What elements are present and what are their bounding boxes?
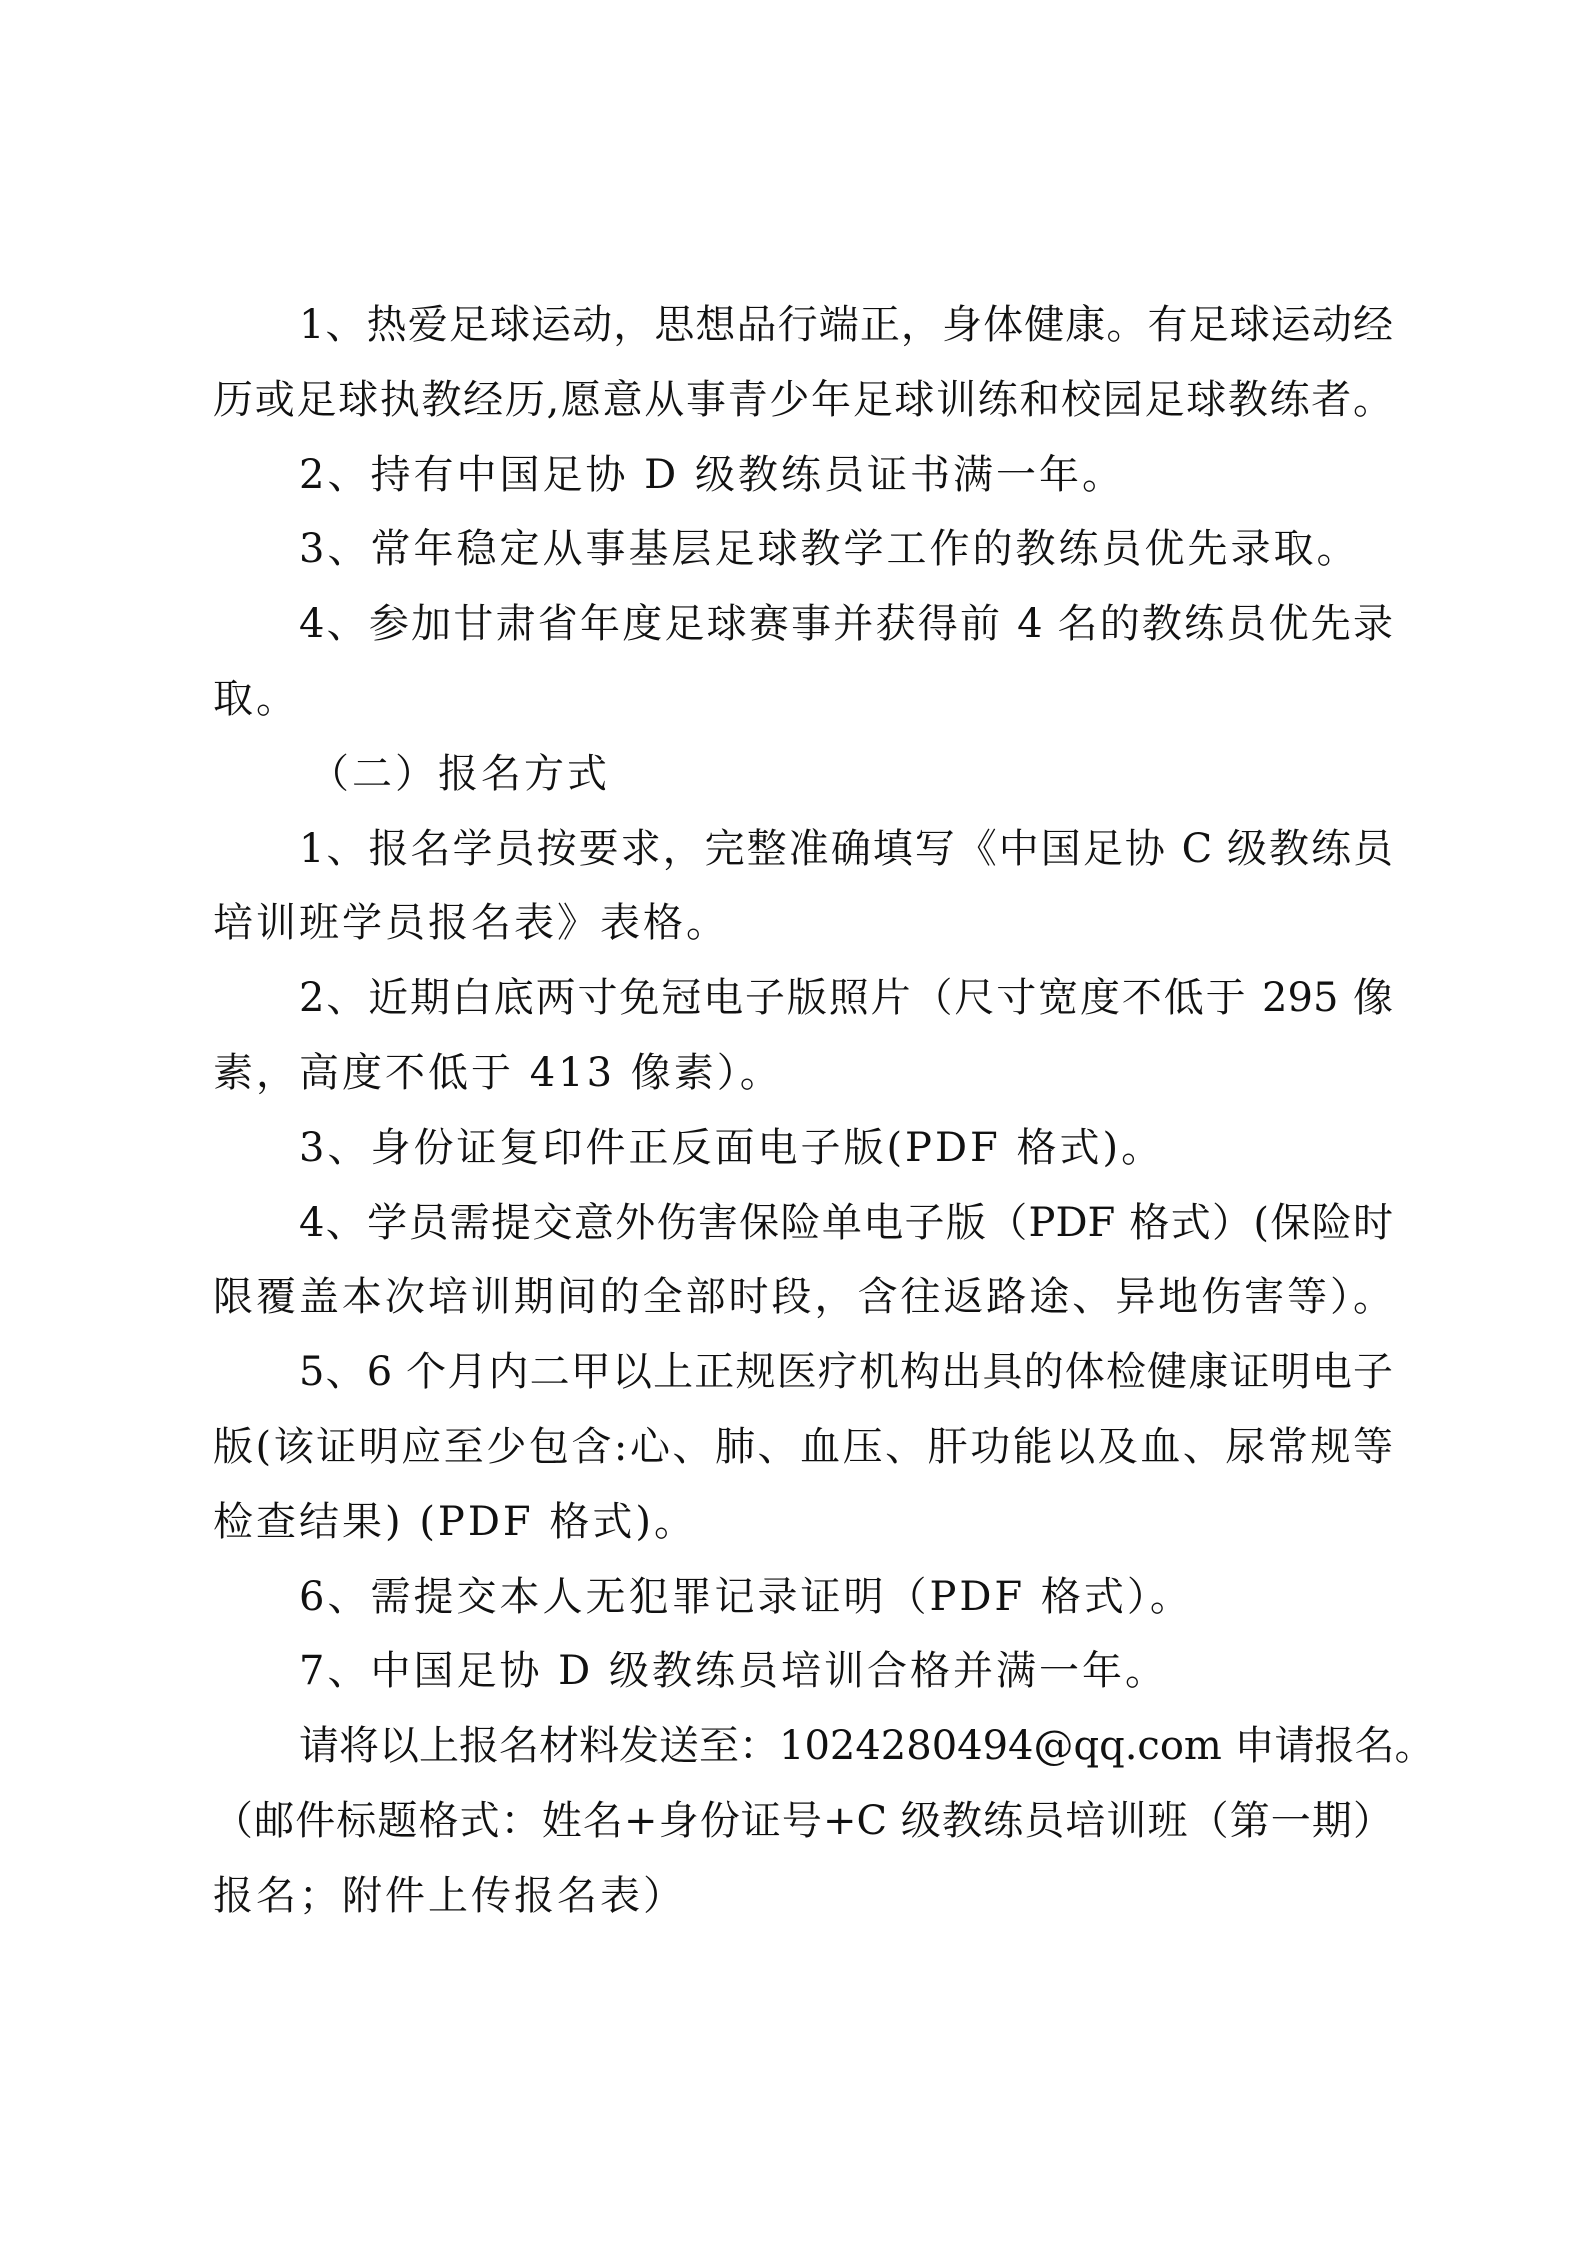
email-subject-format-line: （邮件标题格式：姓名+身份证号+C 级教练员培训班（第一期） [213,1797,1393,1844]
paragraph-line: 4、参加甘肃省年度足球赛事并获得前 4 名的教练员优先录 [299,601,1393,648]
registration-item-7 [213,1634,1393,1709]
paragraph-line: 培训班学员报名表》表格。 [213,900,729,947]
requirement-item-3 [213,512,1393,587]
registration-item-6 [213,1560,1393,1635]
registration-item-3 [213,1111,1393,1186]
requirement-item-2 [213,438,1393,513]
registration-item-1 [213,812,1393,962]
paragraph-line: 取。 [213,675,299,722]
paragraph-line: 版(该证明应至少包含:心、肺、血压、肝功能以及血、尿常规等 [213,1423,1393,1470]
paragraph-line: 限覆盖本次培训期间的全部时段，含往返路途、异地伤害等）。 [213,1274,1393,1321]
requirement-item-1 [213,288,1393,438]
paragraph-line: 3、身份证复印件正反面电子版(PDF 格式)。 [299,1124,1165,1171]
requirement-item-4 [213,587,1393,737]
paragraph-line: 历或足球执教经历,愿意从事青少年足球训练和校园足球教练者。 [213,376,1393,423]
paragraph-line: 1、报名学员按要求，完整准确填写《中国足协 C 级教练员 [299,825,1393,872]
submission-instructions [213,1709,1435,1933]
attachment-note-line: 报名；附件上传报名表） [213,1872,686,1919]
paragraph-line: 5、6 个月内二甲以上正规医疗机构出具的体检健康证明电子 [299,1349,1393,1396]
paragraph-line: 2、近期白底两寸免冠电子版照片（尺寸宽度不低于 295 像 [299,975,1393,1022]
submission-email-line: 请将以上报名材料发送至：1024280494@qq.com 申请报名。 [299,1723,1435,1770]
paragraph-line: 素，高度不低于 413 像素）。 [213,1049,783,1096]
paragraph-line: 2、持有中国足协 D 级教练员证书满一年。 [299,451,1125,498]
paragraph-line: 7、中国足协 D 级教练员培训合格并满一年。 [299,1648,1168,1695]
paragraph-line: 3、常年稳定从事基层足球教学工作的教练员优先录取。 [299,526,1360,573]
paragraph-line: 检查结果) (PDF 格式)。 [213,1498,697,1545]
registration-item-4 [213,1186,1393,1336]
document-body [213,288,1435,1934]
section-heading-registration [213,737,1393,812]
section-heading: （二）报名方式 [309,750,610,797]
paragraph-line: 1、热爱足球运动，思想品行端正，身体健康。有足球运动经 [299,302,1393,348]
paragraph-line: 4、学员需提交意外伤害保险单电子版（PDF 格式）(保险时 [299,1199,1393,1246]
registration-item-5 [213,1335,1393,1559]
registration-item-2 [213,961,1393,1111]
paragraph-line: 6、需提交本人无犯罪记录证明（PDF 格式）。 [299,1573,1193,1620]
